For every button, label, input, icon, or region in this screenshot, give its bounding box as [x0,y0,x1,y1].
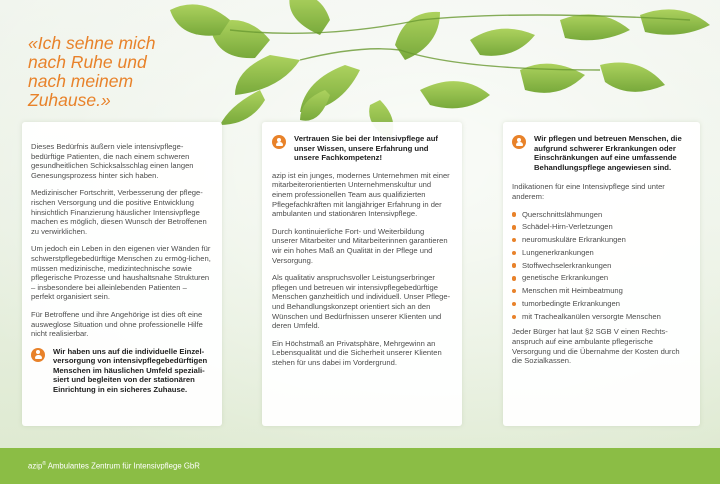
person-icon [272,135,286,149]
highlight-text: Vertrauen Sie bei der Intensivpflege auf unser Wissen, unsere Erfahrung und unsere Fachkompetenz! [294,134,438,163]
paragraph: Dieses Bedürfnis äußern viele intensivpflege-bedürftige Patienten, die nach einem schweren gesundheitlichen Schicksalsschlag einen langen Genesungsprozess hinter sich haben. [31,142,194,180]
highlight-box [31,347,212,395]
paragraph: Für Betroffene und ihre Angehörige ist dies oft eine ausweglose Situation und ohne professionelle Hilfe nicht realisierbar. [31,309,203,339]
highlight-box [272,134,452,163]
person-icon [512,135,526,149]
list-item: Schädel-Hirn-Verletzungen [512,222,691,232]
paragraph: azip ist ein junges, modernes Unternehmen mit einer mitarbeiterorientierten Unternehmenskultur und einem professionellen Team aus qualifizierten Pflegefachkräften mit langjähriger Erfahrung in der ambulanten und stationären Intensivpflege. [272,170,450,219]
bullet-icon [512,212,516,216]
list-item: tumorbedingte Erkrankungen [512,299,691,309]
list-item: Lungenerkrankungen [512,248,691,258]
bullet-icon [512,251,516,255]
list-item: Stoffwechselerkrankungen [512,261,691,271]
bullet-icon [512,238,516,242]
highlight-box [512,134,691,172]
paragraph: Durch kontinuierliche Fort- und Weiterbildung unserer Mitarbeiter und Mitarbeiterinnen garantieren wir ein hohes Maß an Qualität in der Pflege und Versorgung. [272,226,448,265]
list-item: neuromuskuläre Erkrankungen [512,235,691,245]
list-item: genetische Erkrankungen [512,273,691,283]
list-item: mit Trachealkanülen versorgte Menschen [512,312,691,322]
legal-note: Jeder Bürger hat laut §2 SGB V einen Rechts-anspruch auf eine ambulante pflegerische Versorgung und die Übernahme der Kosten durch die Sozialkassen. [512,327,680,366]
highlight-text: Wir haben uns auf die individuelle Einzel-versorgung von intensivpflegebedürftigen Menschen im häuslichen Umfeld speziali-siert und begleiten von der stationären Einrichtung in ein sicheres Zuhause. [53,346,208,395]
paragraph: Als qualitativ anspruchsvoller Leistungserbringer pflegen und betreuen wir intensivpflegebedürftige Menschen ganzheitlich und individuell. Unser Pflege- und Behandlungskonzept orientiert sich an den Wünschen und Bedürfnissen unserer Klienten und deren Umfeld. [272,273,451,331]
bullet-icon [512,263,516,267]
person-icon [31,348,45,362]
bullet-icon [512,289,516,293]
card-column-3 [503,122,700,426]
card-column-2 [262,122,462,426]
bullet-icon [512,302,516,306]
registered-mark: ® [42,461,46,467]
highlight-text: Wir pflegen und betreuen Menschen, die aufgrund schwerer Erkrankungen oder Einschränkungen auf eine umfassende Behandlungspflege angewiesen sind. [534,134,682,172]
indications-intro: Indikationen für eine Intensivpflege sind unter anderem: [512,182,665,201]
paragraph: Um jedoch ein Leben in den eigenen vier Wänden für schwerstpflegebedürftige Menschen zu ermög-lichen, müssen medizinische, medizintechnische sowie pflegerische Prozesse und haushaltsnahe Strukturen – insbesondere bei alleinlebenden Patienten – perfekt organisiert sein. [31,244,211,302]
list-item: Menschen mit Heimbeatmung [512,286,691,296]
paragraph: Medizinischer Fortschritt, Verbesserung der pflege-rischen Versorgung und die positive Entwicklung hinsichtlich Finanzierung häuslicher Intensivpflege machen es möglich, diesen Wunsch der Betroffenen zu verwirklichen. [31,188,207,236]
bullet-icon [512,276,516,280]
bullet-icon [512,315,516,319]
card-column-1 [22,122,222,426]
list-item: Querschnittslähmungen [512,210,691,220]
bullet-icon [512,225,516,229]
footer [0,448,720,484]
indications-list [512,210,691,322]
footer-company-name: Ambulantes Zentrum für Intensivpflege GbR [46,461,200,471]
intro-quote: «Ich sehne mich nach Ruhe und nach meinem Zuhause.» [28,33,156,110]
paragraph: Ein Höchstmaß an Privatsphäre, Mehrgewinn an Lebensqualität und die Sicherheit unserer Klienten stehen für uns dabei im Vordergrund. [272,338,442,367]
footer-brand: azip [28,461,43,471]
